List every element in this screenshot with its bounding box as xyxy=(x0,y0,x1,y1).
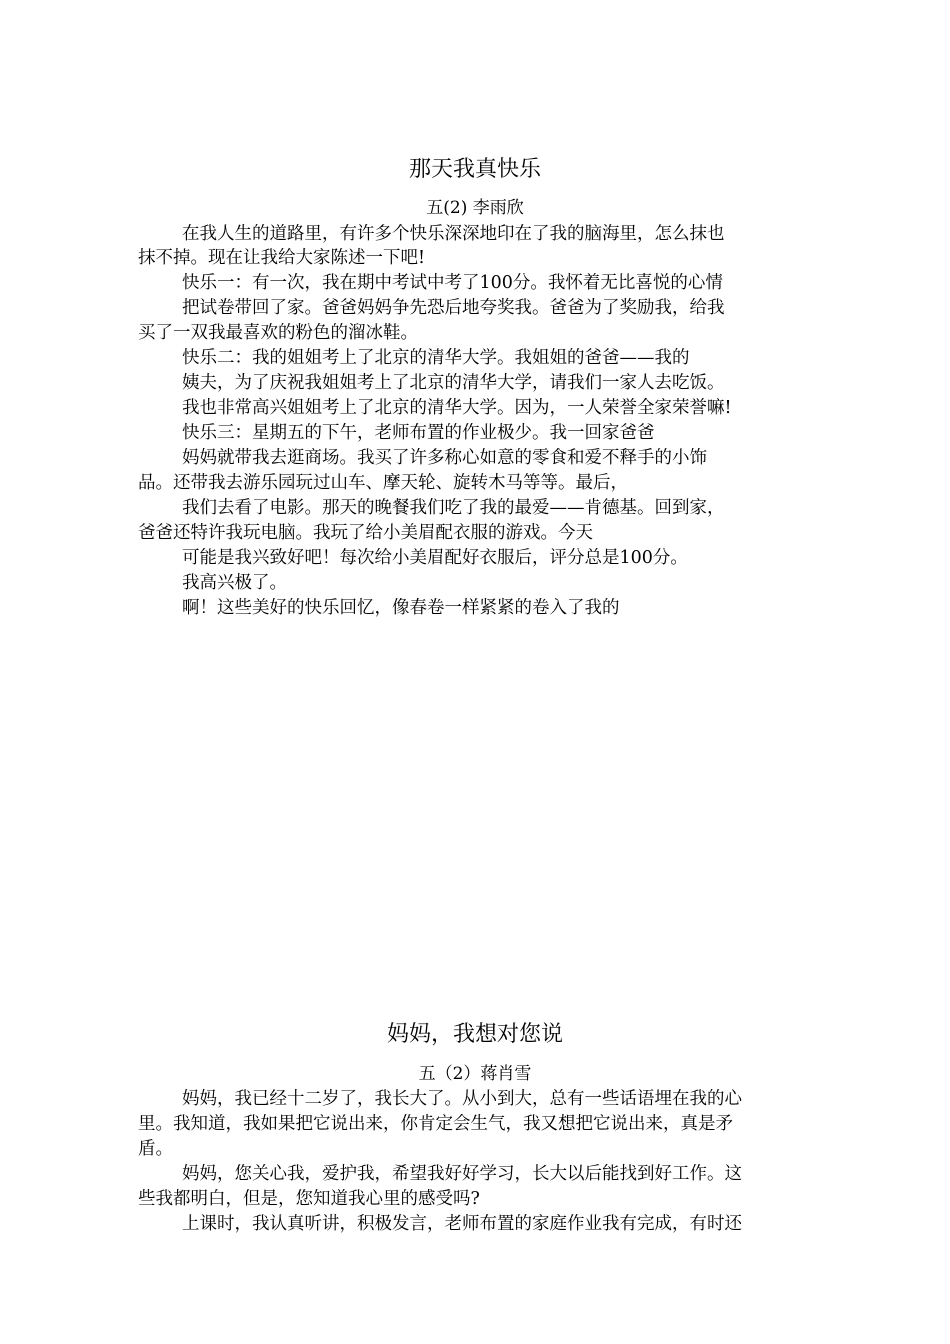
essay-2-line: 盾。 xyxy=(138,1139,173,1159)
essay-2-line: 妈妈，我已经十二岁了，我长大了。从小到大，总有一些话语埋在我的心 xyxy=(182,1089,742,1109)
essay-1-line: 快乐一：有一次，我在期中考试中考了100分。我怀着无比喜悦的心情 xyxy=(182,273,723,293)
essay-1-line: 我们去看了电影。那天的晚餐我们吃了我的最爱——肯德基。回到家， xyxy=(182,498,725,518)
essay-1-line: 姨夫，为了庆祝我姐姐考上了北京的清华大学，请我们一家人去吃饭。 xyxy=(182,373,725,393)
essay-2-line: 里。我知道，我如果把它说出来，你肯定会生气，我又想把它说出来，真是矛 xyxy=(138,1114,733,1134)
essay-2-line: 上课时，我认真听讲，积极发言，老师布置的家庭作业我有完成，有时还 xyxy=(182,1214,742,1234)
essay-1-line: 品。还带我去游乐园玩过山车、摩天轮、旋转木马等等。最后， xyxy=(138,473,628,493)
essay-1-line: 妈妈就带我去逛商场。我买了许多称心如意的零食和爱不释手的小饰 xyxy=(182,448,707,468)
essay-1-line: 可能是我兴致好吧！每次给小美眉配好衣服后，评分总是100分。 xyxy=(182,548,688,568)
essay-1-line: 买了一双我最喜欢的粉色的溜冰鞋。 xyxy=(138,323,418,343)
essay-1-line: 快乐三：星期五的下午，老师布置的作业极少。我一回家爸爸 xyxy=(182,423,655,443)
essay-1-line: 把试卷带回了家。爸爸妈妈争先恐后地夸奖我。爸爸为了奖励我，给我 xyxy=(182,298,725,318)
essay-2-byline: 五（2）蒋肖雪 xyxy=(418,1064,532,1084)
essay-1-line: 在我人生的道路里，有许多个快乐深深地印在了我的脑海里，怎么抹也 xyxy=(182,224,725,244)
essay-1-line: 快乐二：我的姐姐考上了北京的清华大学。我姐姐的爸爸——我的 xyxy=(182,348,690,368)
essay-1-line: 啊！这些美好的快乐回忆，像春卷一样紧紧的卷入了我的 xyxy=(182,598,620,618)
essay-2-line: 些我都明白，但是，您知道我心里的感受吗? xyxy=(138,1189,480,1209)
essay-2-line: 妈妈，您关心我，爱护我，希望我好好学习，长大以后能找到好工作。这 xyxy=(182,1164,742,1184)
essay-1-line: 我也非常高兴姐姐考上了北京的清华大学。因为，一人荣誉全家荣誉嘛! xyxy=(182,398,732,418)
essay-1-line: 爸爸还特许我玩电脑。我玩了给小美眉配衣服的游戏。今天 xyxy=(138,523,593,543)
essay-2-title: 妈妈，我想对您说 xyxy=(386,1022,563,1047)
essay-1-title: 那天我真快乐 xyxy=(408,157,541,182)
essay-1-line: 我高兴极了。 xyxy=(182,573,287,593)
essay-1-byline: 五(2) 李雨欣 xyxy=(426,198,524,218)
essay-1-line: 抹不掉。现在让我给大家陈述一下吧! xyxy=(138,248,426,268)
